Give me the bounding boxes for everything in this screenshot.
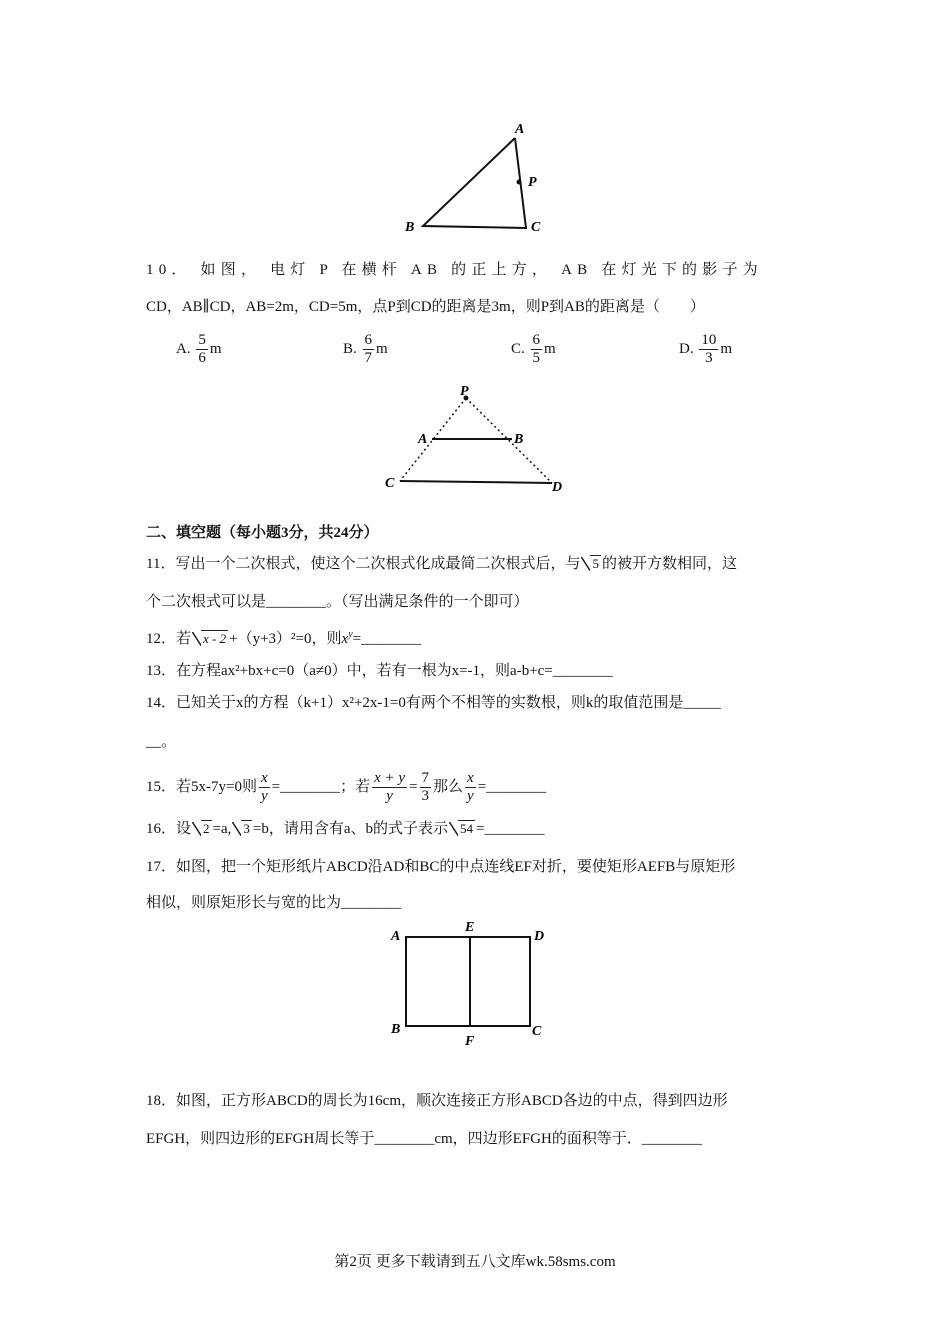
label-p: P (528, 175, 537, 190)
q15-line: 15．若5x-7y=0则 $\frac{x}{y}$ =________；若 $\frac{x + y}{y}$ = $\frac{7}{3}$ 那么 $\frac{x}{y}$ =________ (146, 770, 547, 804)
q12-line: 12．若 x - 2 +（y+3）²=0，则$x^y=\_\_\_\_\_\_\_\_$ (146, 624, 421, 650)
label-b: B (391, 1022, 401, 1037)
triangle-figure (395, 118, 555, 243)
q14-line1: 14．已知关于x的方程（k+1）x²+2x-1=0有两个不相等的实数根，则k的取值范围是_____ (146, 695, 721, 711)
q17-line1: 17．如图，把一个矩形纸片ABCD沿AD和BC的中点连线EF对折，要使矩形AEFB与原矩形 (146, 859, 736, 875)
label-d: D (534, 929, 545, 944)
lamp-shadow-figure (380, 383, 570, 495)
label-b: B (405, 220, 415, 235)
q10-option-a: A. $\frac{5}{6}$ m (176, 332, 222, 366)
section-title: 二、填空题（每小题3分，共24分） (146, 525, 379, 541)
q10-option-d: D. $\frac{10}{3}$ m (679, 332, 733, 366)
q18-line1: 18．如图，正方形ABCD的周长为16cm，顺次连接正方形ABCD各边的中点，得到四边形 (146, 1093, 728, 1109)
q11-line2: 个二次根式可以是________。（写出满足条件的一个即可） (146, 594, 529, 610)
q16-line: 16．设 2 =a, 3 =b，请用含有a、b的式子表示 54 =________ (146, 818, 544, 840)
label-a: A (418, 432, 428, 447)
q10-line1: 10． 如图， 电灯 P 在横杆 AB 的正上方， AB 在灯光下的影子为 (146, 262, 763, 278)
q13-line: 13．在方程ax²+bx+c=0（a≠0）中，若有一根为x=-1，则a-b+c=________ (146, 663, 613, 679)
label-b: B (514, 432, 524, 447)
label-p: P (460, 384, 469, 399)
label-d: D (552, 480, 563, 495)
q11-line1: 11．写出一个二次根式，使这个二次根式化成最简二次根式后，与 5 的被开方数相同，这 (146, 553, 737, 575)
label-c: C (385, 476, 395, 491)
q14-line2: __。 (146, 734, 177, 750)
rectangle-figure (385, 915, 555, 1050)
q17-line2: 相似，则原矩形长与宽的比为________ (146, 895, 402, 911)
label-c: C (531, 220, 541, 235)
label-c: C (532, 1024, 542, 1039)
q10-option-c: C. $\frac{6}{5}$ m (511, 332, 556, 366)
label-f: F (465, 1034, 475, 1049)
page-footer: 第2页 更多下载请到五八文库wk.58sms.com (334, 1254, 616, 1270)
q10-line2: CD，AB∥CD，AB=2m，CD=5m，点P到CD的距离是3m，则P到AB的距离是（ ） (146, 299, 705, 315)
q10-option-b: B. $\frac{6}{7}$ m (343, 332, 388, 366)
label-e: E (465, 920, 475, 935)
label-a: A (391, 929, 401, 944)
q18-line2: EFGH，则四边形的EFGH周长等于________cm，四边形EFGH的面积等于．________ (146, 1131, 702, 1147)
label-a: A (515, 122, 525, 137)
